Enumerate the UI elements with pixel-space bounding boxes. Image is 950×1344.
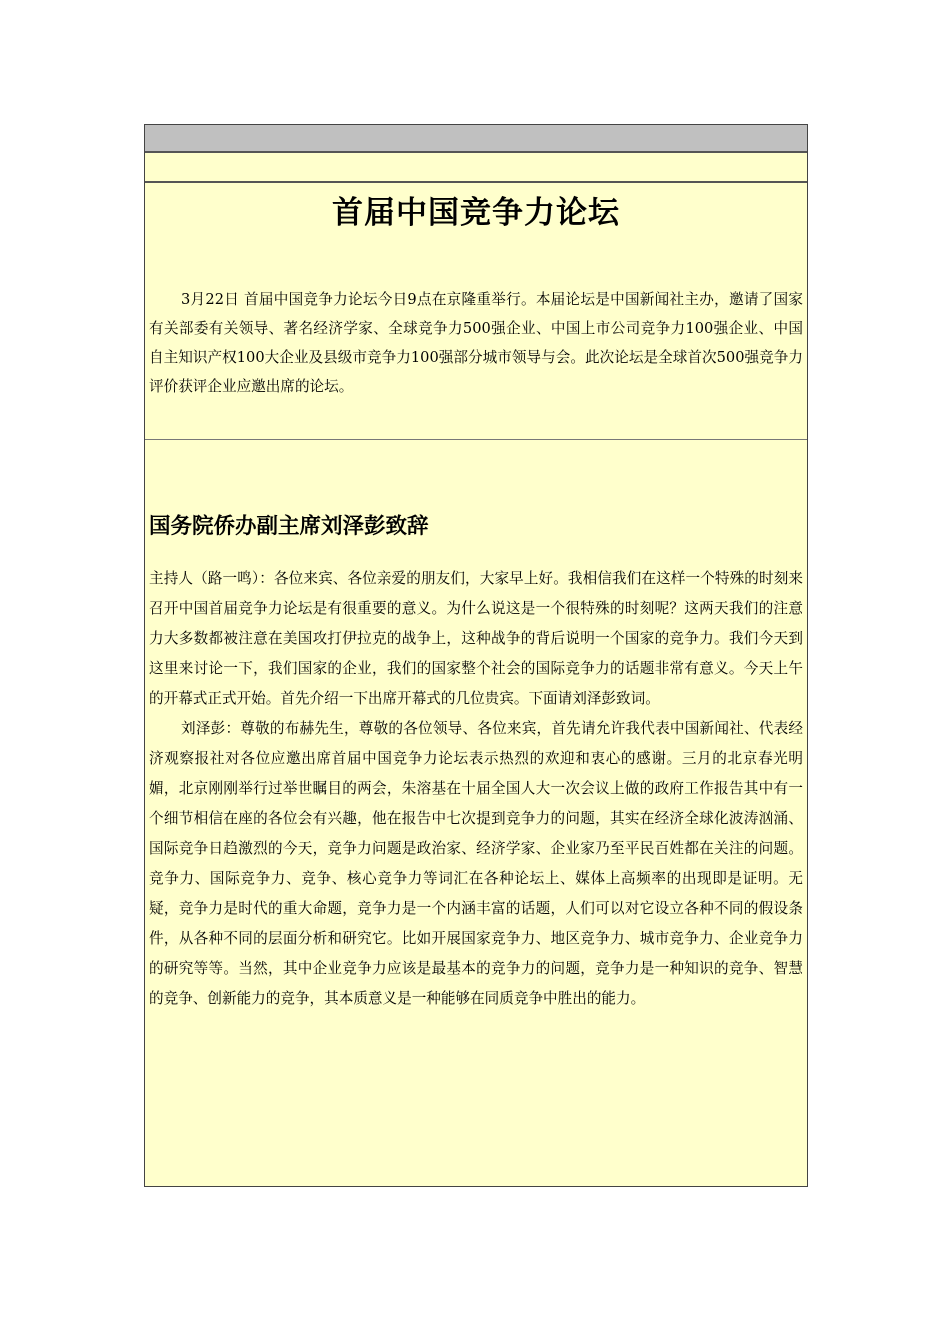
blank-row [145, 153, 807, 183]
table-header-bar [145, 125, 807, 153]
body-cell [145, 440, 807, 1186]
title-cell [145, 183, 807, 440]
section-heading: 国务院侨办副主席刘泽彭致辞 [149, 514, 429, 539]
intro-paragraph: 3月22日 首届中国竞争力论坛今日9点在京隆重举行。本届论坛是中国新闻社主办，邀请了国家有关部委有关领导、著名经济学家、全球竞争力500强企业、中国上市公司竞争力100强企业、中国自主知识产权100大企业及县级市竞争力100强部分城市领导与会。此次论坛是全球首次500强竞争力评价获评企业应邀出席的论坛。 [149, 291, 803, 395]
document-table [144, 124, 808, 1187]
host-paragraph: 主持人（路一鸣）：各位来宾、各位亲爱的朋友们，大家早上好。我相信我们在这样一个特殊的时刻来召开中国首届竞争力论坛是有很重要的意义。为什么说这是一个很特殊的时刻呢？这两天我们的注意力大多数都被注意在美国攻打伊拉克的战争上，这种战争的背后说明一个国家的竞争力。我们今天到这里来讨论一下，我们国家的企业，我们的国家整个社会的国际竞争力的话题非常有意义。今天上午的开幕式正式开始。首先介绍一下出席开幕式的几位贵宾。下面请刘泽彭致词。 [149, 570, 803, 707]
speech-paragraph: 刘泽彭：尊敬的布赫先生，尊敬的各位领导、各位来宾，首先请允许我代表中国新闻社、代表经济观察报社对各位应邀出席首届中国竞争力论坛表示热烈的欢迎和衷心的感谢。三月的北京春光明媚，北京刚刚举行过举世瞩目的两会，朱溶基在十届全国人大一次会议上做的政府工作报告其中有一个细节相信在座的各位会有兴趣，他在报告中七次提到竞争力的问题，其实在经济全球化波涛汹涌、国际竞争日趋激烈的今天，竞争力问题是政治家、经济学家、企业家乃至平民百姓都在关注的问题。竞争力、国际竞争力、竞争、核心竞争力等词汇在各种论坛上、媒体上高频率的出现即是证明。无疑，竞争力是时代的重大命题，竞争力是一个内涵丰富的话题，人们可以对它设立各种不同的假设条件，从各种不同的层面分析和研究它。比如开展国家竞争力、地区竞争力、城市竞争力、企业竞争力的研究等等。当然，其中企业竞争力应该是最基本的竞争力的问题，竞争力是一种知识的竞争、智慧的竞争、创新能力的竞争，其本质意义是一种能够在同质竞争中胜出的能力。 [149, 720, 803, 1007]
page-title: 首届中国竞争力论坛 [332, 195, 620, 231]
